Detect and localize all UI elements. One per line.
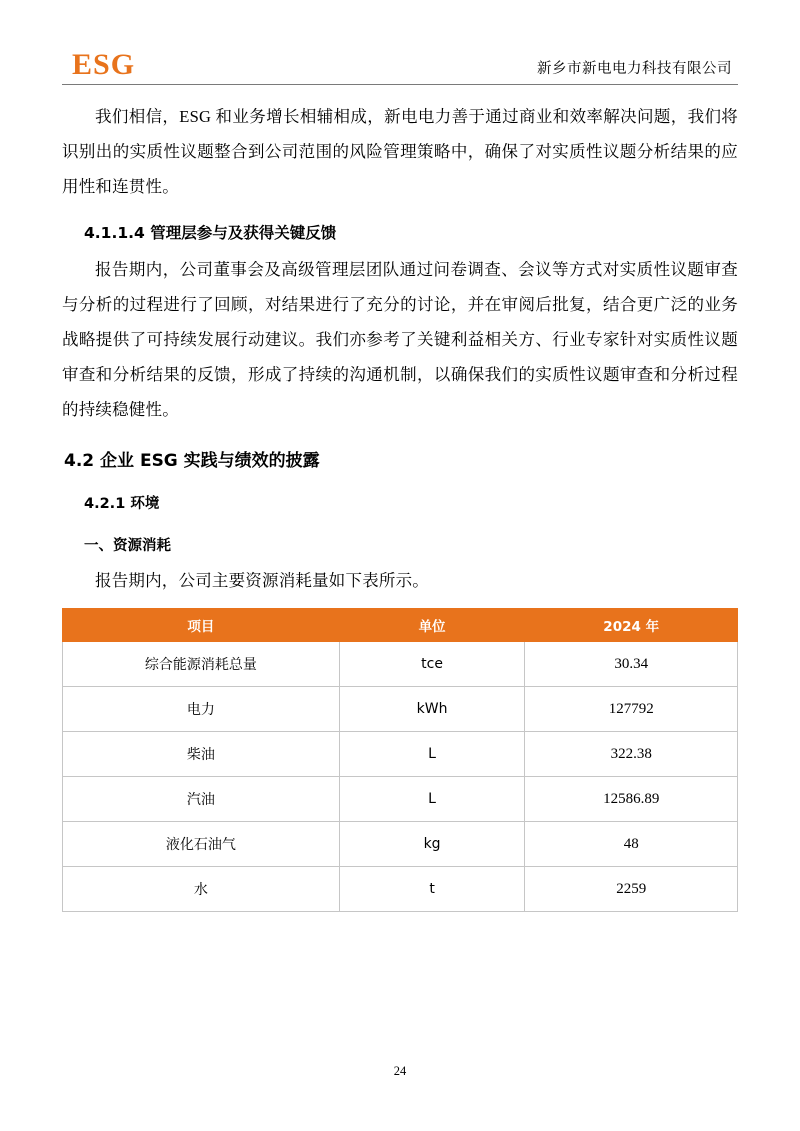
header-company-name: 新乡市新电电力科技有限公司 [537, 61, 732, 77]
table-cell-value: 127792 [525, 687, 738, 732]
page-content [62, 85, 738, 912]
table-cell-unit: kg [339, 822, 525, 867]
table-cell-unit: L [339, 732, 525, 777]
page-header [62, 42, 738, 85]
table-column-header-item: 项目 [63, 609, 340, 642]
heading-management-participation: 4.1.1.4 管理层参与及获得关键反馈 [84, 224, 337, 242]
table-cell-value: 322.38 [525, 732, 738, 777]
table-row [63, 732, 738, 777]
table-cell-item: 柴油 [63, 732, 340, 777]
table-cell-unit: tce [339, 642, 525, 687]
paragraph-esg-growth: 我们相信，ESG 和业务增长相辅相成，新电电力善于通过商业和效率解决问题，我们将识别出的实质性议题整合到公司范围的风险管理策略中，确保了对实质性议题分析结果的应用性和连贯性。 [62, 107, 738, 196]
heading-resource-consumption: 一、资源消耗 [84, 538, 171, 554]
table-cell-item: 液化石油气 [63, 822, 340, 867]
esg-logo: ESG [72, 48, 136, 81]
table-column-header-year: 2024 年 [525, 609, 738, 642]
heading-esg-practice-disclosure: 4.2 企业 ESG 实践与绩效的披露 [64, 451, 320, 471]
table-cell-item: 汽油 [63, 777, 340, 822]
table-row [63, 642, 738, 687]
table-cell-value: 48 [525, 822, 738, 867]
heading-environment: 4.2.1 环境 [84, 496, 160, 512]
table-column-header-unit: 单位 [339, 609, 525, 642]
table-cell-unit: L [339, 777, 525, 822]
table-row [63, 867, 738, 912]
page-footer [0, 1064, 800, 1079]
paragraph-management-review: 报告期内，公司董事会及高级管理层团队通过问卷调查、会议等方式对实质性议题审查与分析的过程进行了回顾，对结果进行了充分的讨论，并在审阅后批复，结合更广泛的业务战略提供了可持续发展行动建议。我们亦参考了关键利益相关方、行业专家针对实质性议题审查和分析结果的反馈，形成了持续的沟通机制，以确保我们的实质性议题审查和分析过程的持续稳健性。 [62, 260, 738, 419]
table-cell-value: 12586.89 [525, 777, 738, 822]
table-cell-item: 水 [63, 867, 340, 912]
page-number: 24 [393, 1064, 407, 1078]
resource-consumption-table [62, 608, 738, 912]
table-row [63, 777, 738, 822]
table-cell-item: 电力 [63, 687, 340, 732]
paragraph-table-intro: 报告期内，公司主要资源消耗量如下表所示。 [95, 571, 429, 590]
table-row [63, 687, 738, 732]
table-header-row [63, 609, 738, 642]
table-cell-value: 30.34 [525, 642, 738, 687]
table-cell-unit: kWh [339, 687, 525, 732]
table-cell-unit: t [339, 867, 525, 912]
table-row [63, 822, 738, 867]
table-cell-item: 综合能源消耗总量 [63, 642, 340, 687]
table-cell-value: 2259 [525, 867, 738, 912]
